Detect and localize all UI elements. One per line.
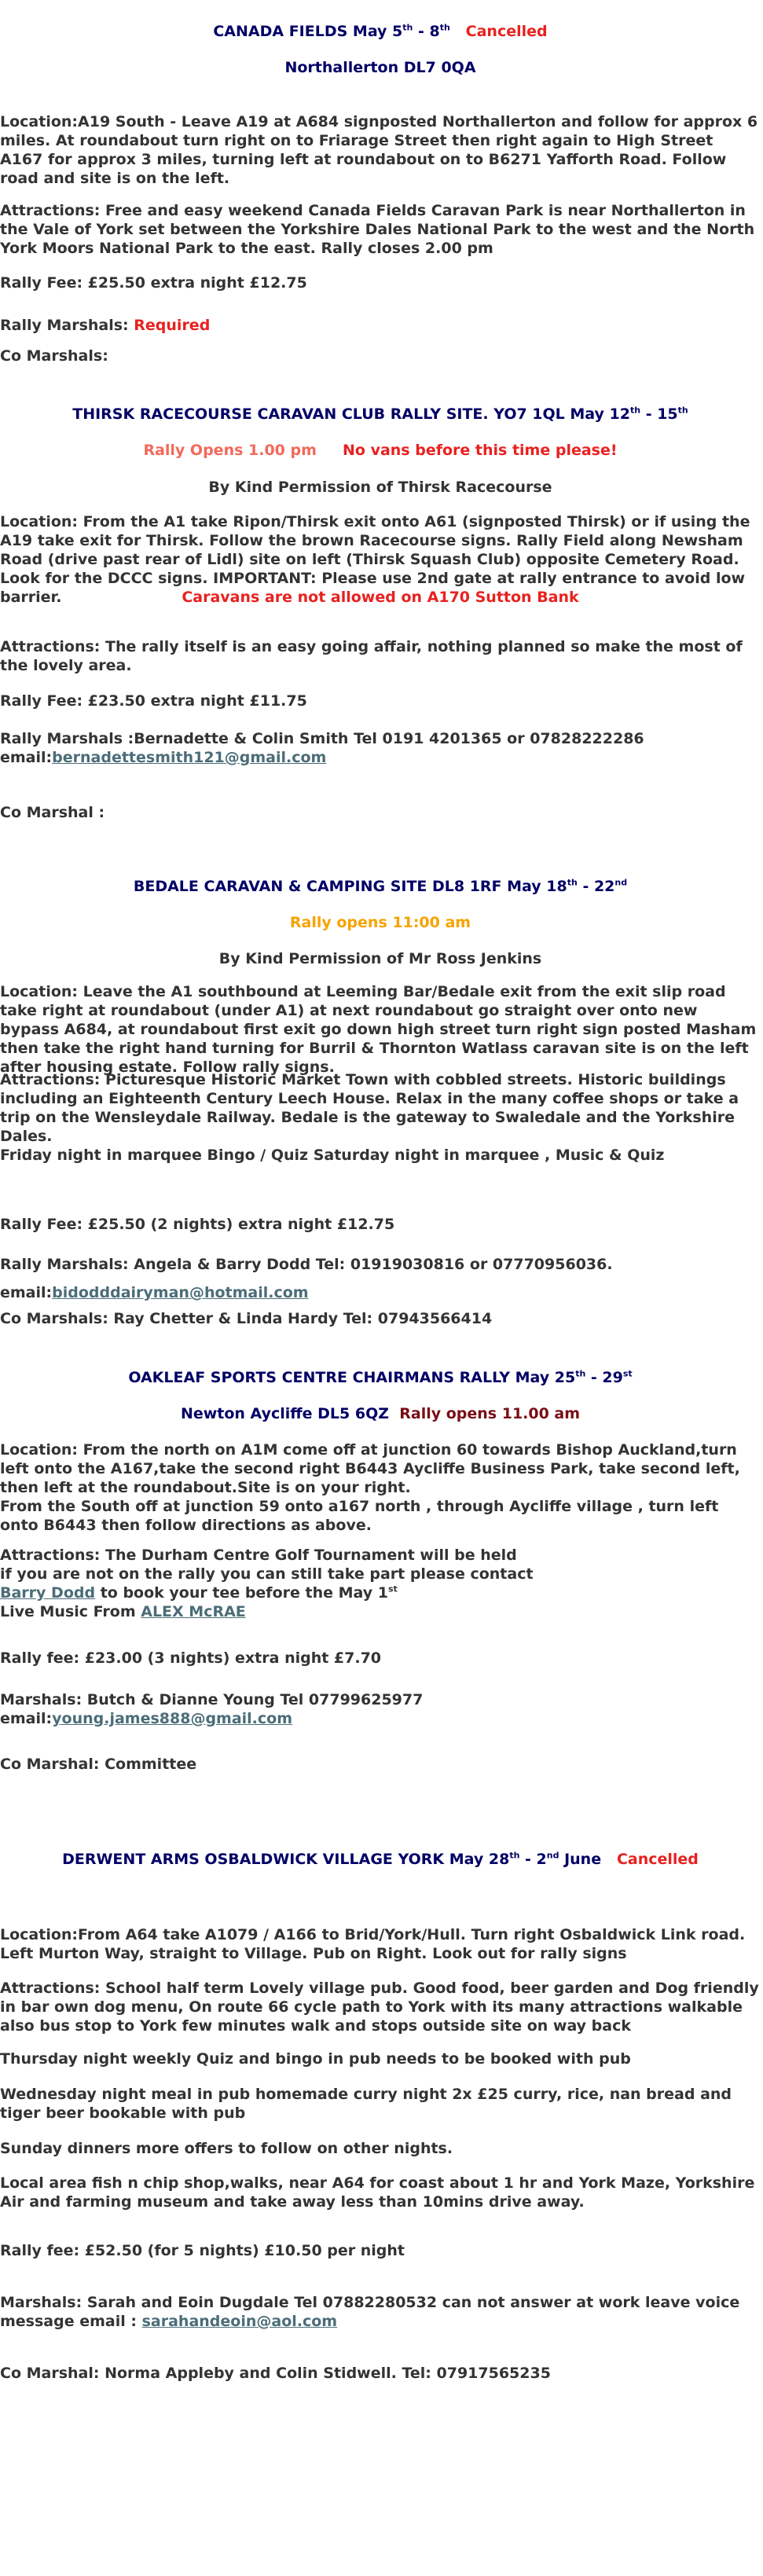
rally-postcode: Newton Aycliffe DL5 6QZ [180,1405,390,1422]
rally-fee: Rally fee: £23.00 (3 nights) extra night £7.70 [0,1649,382,1667]
rally-location: Location: Leave the A1 southbound at Leeming Bar/Bedale exit from the exit slip road take right at roundabout (under A1) at next roundabout go straight over onto new bypass A684, at roundabout first exit go down high street turn right sign posted Masham then take the right hand turning for Burril & Thornton Watlass caravan site is on the left after housing estate. Follow rally signs. [0,983,757,1076]
rally-permission: By Kind Permission of Mr Ross Jenkins [218,950,542,967]
cancelled-badge: Cancelled [465,23,548,40]
rally-attractions: Attractions: Free and easy weekend Canada Fields Caravan Park is near Northallerton in the Vale of York set between the Yorkshire Dales National Park to the west and the North York Moors National Park to the east. Rally closes 2.00 pm [0,202,755,257]
rally-title: DERWENT ARMS OSBALDWICK VILLAGE YORK May 28th - 2nd June Cancelled [62,1850,699,1868]
email-link[interactable]: bidodddairyman@hotmail.com [52,1284,309,1301]
rally-marshals: Marshals: Sarah and Eoin Dugdale Tel 07882280532 can not answer at work leave voice message email : sarahandeoin@aol.com [0,2294,740,2330]
rally-local-area: Local area fish n chip shop,walks, near A64 for coast about 1 hr and York Maze, Yorkshire Air and farming museum and take away less than 10mins drive away. [0,2174,755,2211]
rally-thursday: Thursday night weekly Quiz and bingo in pub needs to be booked with pub [0,2050,631,2068]
no-vans-warning: No vans before this time please! [343,442,618,459]
rally-marshals: Rally Marshals: Angela & Barry Dodd Tel: 01919030816 or 07770956036. [0,1256,613,1273]
rally-title: OAKLEAF SPORTS CENTRE CHAIRMANS RALLY May 25th - 29st [128,1368,633,1386]
rally-attractions: Attractions: The Durham Centre Golf Tournament will be held if you are not on the rally you can still take part please contact Barry Dodd to book your tee before the May 1st Live Music From ALEX McRAE [0,1547,534,1620]
rally-opens-time: Rally opens 11.00 am [399,1405,581,1422]
rally-title: CANADA FIELDS May 5th - 8th Cancelled [213,22,548,40]
rally-fee: Rally Fee: £25.50 extra night £12.75 [0,274,307,292]
rally-fee: Rally Fee: £25.50 (2 nights) extra night £12.75 [0,1216,395,1233]
rally-co-marshal: Co Marshal: Committee [0,1756,197,1773]
rally-postcode: Northallerton DL7 0QA [284,59,476,76]
alex-mcrae-link[interactable]: ALEX McRAE [141,1603,246,1620]
rally-attractions: Attractions: The rally itself is an easy going affair, nothing planned so make the most of the lovely area. [0,638,743,674]
rally-marshals: Rally Marshals: Required [0,317,211,334]
barry-dodd-link[interactable]: Barry Dodd [0,1584,96,1602]
rally-opens-time: Rally Opens 1.00 pm [143,442,317,459]
rally-opens-time: Rally opens 11:00 am [289,914,471,931]
rally-marshals: Marshals: Butch & Dianne Young Tel 07799625977 email:young.james888@gmail.com [0,1691,424,1727]
email-link[interactable]: sarahandeoin@aol.com [141,2313,338,2330]
rally-co-marshals: Co Marshals: Ray Chetter & Linda Hardy Tel: 07943566414 [0,1310,493,1327]
rally-email: email:bidodddairyman@hotmail.com [0,1284,309,1301]
marshals-required: Required [134,317,211,334]
rally-location: Location: From the A1 take Ripon/Thirsk exit onto A61 (signposted Thirsk) or if using the A19 take exit for Thirsk. Follow the brown Racecourse signs. Rally Field along Newsham Road (drive past rear of Lidl) site on left (Thirsk Squash Club) opposite Cemetery Road. Look for the DCCC signs. IMPORTANT: Please use 2nd gate at rally entrance to avoid low barrier. [0,513,750,606]
rally-marshals: Rally Marshals :Bernadette & Colin Smith Tel 0191 4201365 or 07828222286 email:bernadettesmith121@gmail.com [0,730,644,766]
rally-title: BEDALE CARAVAN & CAMPING SITE DL8 1RF May 18th - 22nd [133,877,628,895]
rally-sunday: Sunday dinners more offers to follow on other nights. [0,2140,453,2157]
rally-attractions: Attractions: Picturesque Historic Market Town with cobbled streets. Historic buildings including an Eighteenth Century Leech House. Relax in the many coffee shops or take a trip on the Wensleydale Railway. Bedale is the gateway to Swaledale and the Yorkshire Dales. Friday night in marquee Bingo / Quiz Saturday night in marquee , Music & Quiz [0,1071,739,1164]
rally-fee: Rally fee: £52.50 (for 5 nights) £10.50 per night [0,2242,405,2259]
rally-co-marshals: Co Marshals: [0,347,108,365]
cancelled-badge: Cancelled [616,1851,699,1868]
rally-opening [0,441,761,460]
email-link[interactable]: young.james888@gmail.com [52,1710,293,1727]
rally-attractions: Attractions: School half term Lovely village pub. Good food, beer garden and Dog friendly in bar own dog menu, On route 66 cycle path to York with its many attractions walkable also bus stop to York few minutes walk and stops outside site on way back [0,1980,759,2035]
rally-fee: Rally Fee: £23.50 extra night £11.75 [0,692,307,710]
rally-location: Location:From A64 take A1079 / A166 to Brid/York/Hull. Turn right Osbaldwick Link road. Left Murton Way, straight to Village. Pub on Right. Look out for rally signs [0,1926,746,1962]
rally-co-marshal: Co Marshal : [0,804,105,821]
rally-permission: By Kind Permission of Thirsk Racecourse [208,479,552,496]
rally-location: Location: From the north on A1M come off at junction 60 towards Bishop Auckland,turn left onto the A167,take the second right B6443 Aycliffe Business Park, take second left, then left at the roundabout.Site is on your right. From the South off at junction 59 onto a167 north , through Aycliffe village , turn left onto B6443 then follow directions as above. [0,1441,740,1534]
rally-location: Location:A19 South - Leave A19 at A684 signposted Northallerton and follow for approx 6 miles. At roundabout turn right on to Friarage Street then right again to High Street A167 for approx 3 miles, turning left at roundabout on to B6271 Yafforth Road. Follow road and site is on the left. [0,113,758,187]
rally-postcode-line [0,1404,761,1423]
email-link[interactable]: bernadettesmith121@gmail.com [52,749,327,766]
rally-warning: Caravans are not allowed on A170 Sutton Bank [182,589,579,606]
rally-title: THIRSK RACECOURSE CARAVAN CLUB RALLY SITE. YO7 1QL May 12th - 15th [72,405,688,423]
rally-co-marshal: Co Marshal: Norma Appleby and Colin Stidwell. Tel: 07917565235 [0,2365,551,2382]
rally-wednesday: Wednesday night meal in pub homemade curry night 2x £25 curry, rice, nan bread and tiger beer bookable with pub [0,2086,732,2122]
